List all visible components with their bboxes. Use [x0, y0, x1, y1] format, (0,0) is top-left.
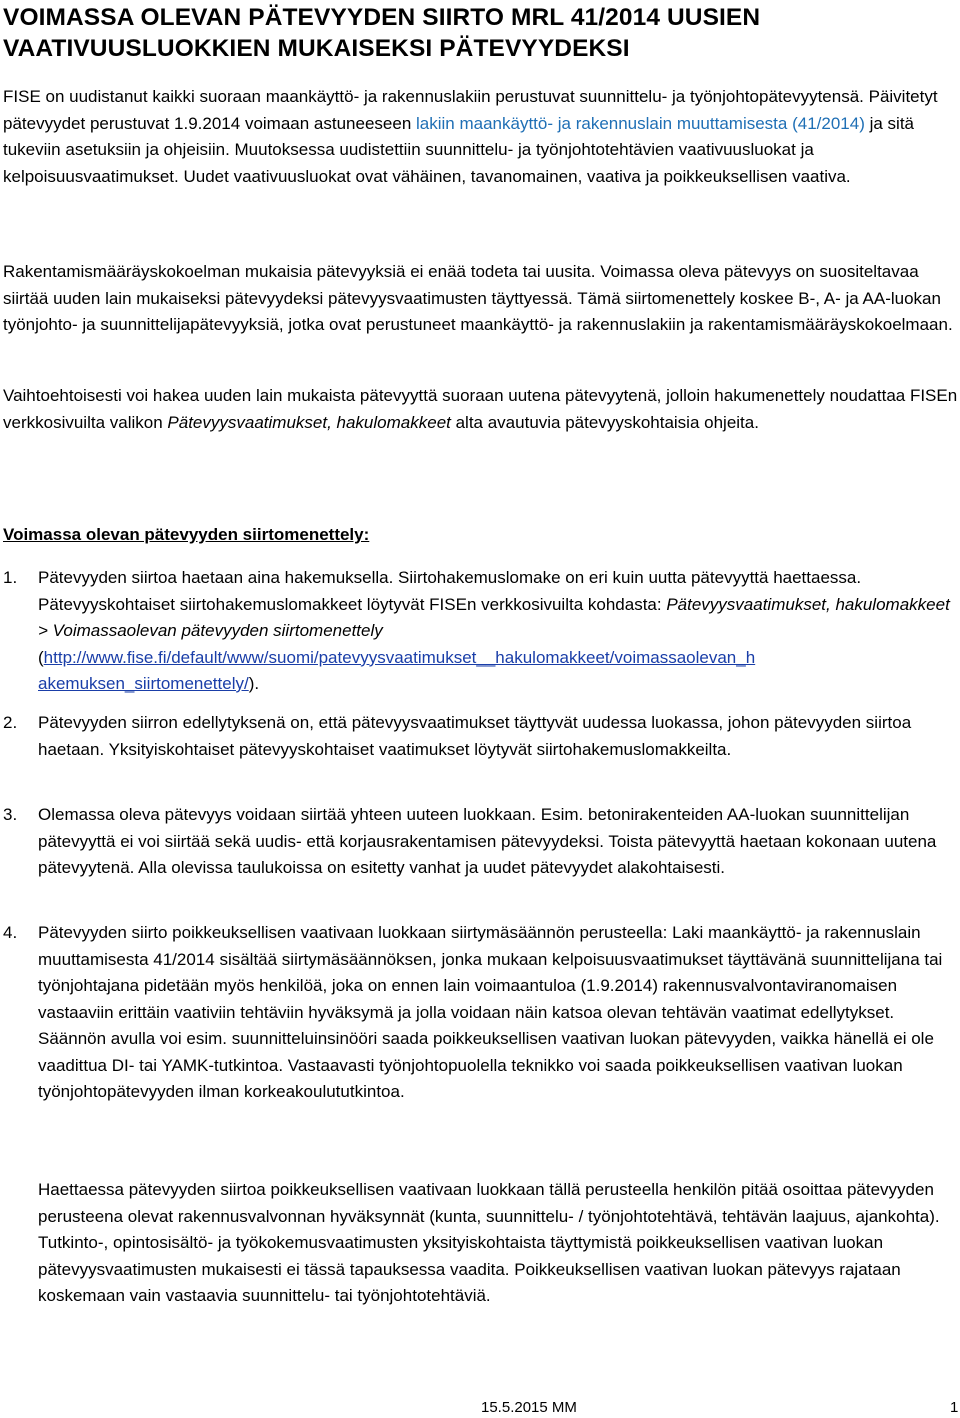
- document-title: [3, 2, 760, 64]
- list-number: 3.: [3, 805, 18, 824]
- alternative-application-paragraph: [3, 383, 958, 436]
- menu-reference: Pätevyysvaatimukset, hakulomakkeet: [167, 412, 451, 432]
- list-number: 1.: [3, 568, 18, 587]
- transfer-recommendation-paragraph: Rakentamismääräyskokoelman mukaisia pätevyyksiä ei enää todeta tai uusita. Voimassa oleva pätevyys on suositeltavaa siirtää uuden lain mukaiseksi pätevyydeksi pätevyysvaatimusten täyttyessä. Tämä siirtomenettely koskee B-, A- ja AA-luokan työnjohto- ja suunnittelijapätevyyksiä, jotka ovat perustuneet maankäyttö- ja rakennuslakiin ja rakentamismääräyskokoelmaan.: [3, 262, 953, 334]
- intro-text-2: ja sitä tukeviin asetuksiin ja ohjeisiin. Muutoksessa uudistettiin suunnittelu- ja työnjohtotehtävien vaativuusluokat ja kelpoisuusvaatimukset. Uudet vaativuusluokat ovat vähäinen, tavanomainen, vaativa ja poikkeuksellisen vaativa.: [3, 113, 914, 186]
- page-number: 1: [950, 1399, 959, 1416]
- item1-tail: ).: [248, 674, 260, 693]
- law-link[interactable]: lakiin maankäyttö- ja rakennuslain muuttamisesta (41/2014): [416, 113, 865, 133]
- list-item-4: [3, 920, 958, 1106]
- list-number: 4.: [3, 923, 18, 942]
- list-number: 2.: [3, 713, 18, 732]
- list-item-4-text: Pätevyyden siirto poikkeuksellisen vaativaan luokkaan siirtymäsäännön perusteella: Laki maankäyttö- ja rakennuslain muuttamisesta 41/2014 sisältää siirtymäsäännöksen, jonka mukaan kelpoisuusvaatimukset täyttävänä suunnittelijana tai työnjohtajana pidetään myös henkilöä, joka on ennen lain voimaantuloa (1.9.2014) rakennusvalvontaviranomaisen vastaaviin erittäin vaativiin tehtäviin hyväksymä ja jolla voidaan näin katsoa olevan tehtävän vaatimat edellytykset. Säännön avulla voi esim. suunnitteluinsinööri saada poikkeuksellisen vaativan luokan pätevyyden, vaikka hänellä ei ole vaadittua DI- tai YAMK-tutkintoa. Vastaavasti työnjohtopuolella teknikko voi saada poikkeuksellisen vaativan luokan työnjohtopätevyyden ilman korkeakoulututkintoa.: [38, 923, 943, 1101]
- title-line-2: VAATIVUUSLUOKKIEN MUKAISEKSI PÄTEVYYDEKSI: [3, 35, 630, 62]
- item1-path: Pätevyysvaatimukset, hakulomakkeet > Voimassaolevan pätevyyden siirtomenettely: [38, 594, 950, 640]
- intro-paragraph: [3, 84, 958, 190]
- transfer-url-line-2[interactable]: akemuksen_siirtomenettely/: [38, 674, 249, 693]
- title-line-1: VOIMASSA OLEVAN PÄTEVYYDEN SIIRTO MRL 41/2014 UUSIEN: [3, 4, 761, 31]
- list-item-1-text: Pätevyyden siirtoa haetaan aina hakemuksella. Siirtohakemuslomake on eri kuin uutta pätevyyttä haettaessa. Pätevyyskohtaiset siirtohakemuslomakkeet löytyvät FISEn verkkosivuilta kohdasta: Pätevyysvaatimukset, hakulomakkeet > Voimassaolevan pätevyyden siirtomenettely (http://www.fise.fi/default/www/suomi/patevyysvaatimukset__hakulomakkeet/voimassaolevan_h akemuksen_siirtomenettely/).: [38, 568, 950, 693]
- list-item-2: [3, 710, 958, 763]
- item1-text: Pätevyyden siirtoa haetaan aina hakemuksella. Siirtohakemuslomake on eri kuin uutta pätevyyttä haettaessa. Pätevyyskohtaiset siirtohakemuslomakkeet löytyvät FISEn verkkosivuilta kohdasta:: [38, 568, 862, 614]
- intro-text-1: FISE on uudistanut kaikki suoraan maankäyttö- ja rakennuslakiin perustuvat suunnittelu- ja työnjohtopätevyytensä. Päivitetyt pätevyydet perustuvat 1.9.2014 voimaan astuneeseen: [3, 87, 938, 133]
- para3-text-2: alta avautuvia pätevyyskohtaisia ohjeita.: [450, 412, 759, 432]
- section-heading: Voimassa olevan pätevyyden siirtomenettely:: [3, 525, 370, 544]
- list-item-3-text: Olemassa oleva pätevyys voidaan siirtää yhteen uuteen luokkaan. Esim. betonirakenteiden AA-luokan suunnittelijan pätevyyttä ei voi siirtää sekä uudis- että korjausrakentamisen pätevyydeksi. Toista pätevyyttä haetaan kokonaan uutena pätevyytenä. Alla olevissa taulukoissa on esitetty vanhat ja uudet pätevyydet alakohtaisesti.: [38, 805, 937, 877]
- list-item-3: [3, 802, 958, 882]
- footer-date: 15.5.2015 MM: [481, 1399, 577, 1416]
- list-item-1: [3, 565, 958, 698]
- list-item-4-continuation: Haettaessa pätevyyden siirtoa poikkeuksellisen vaativaan luokkaan tällä perusteella henkilön pitää osoittaa pätevyyden perusteena olevat rakennusvalvonnan hyväksynnät (kunta, suunnittelu- / työnjohtotehtävä, tehtävän laajuus, ajankohta). Tutkinto-, opintosisältö- ja työkokemusvaatimusten yksityiskohtaista täyttymistä poikkeuksellisen vaativan luokan pätevyysvaatimusten mukaisesti ei tässä tapauksessa vaadita. Poikkeuksellisen vaativan luokan pätevyys rajataan koskemaan vain vastaavia suunnittelu- tai työnjohtotehtäviä.: [38, 1180, 940, 1305]
- transfer-url-line-1[interactable]: http://www.fise.fi/default/www/suomi/patevyysvaatimukset__hakulomakkeet/voimassaolevan_h: [43, 647, 756, 667]
- list-item-2-text: Pätevyyden siirron edellytyksenä on, että pätevyysvaatimukset täyttyvät uudessa luokassa, johon pätevyyden siirtoa haetaan. Yksityiskohtaiset pätevyyskohtaiset vaatimukset löytyvät siirtohakemuslomakkeilta.: [38, 713, 912, 759]
- para3-text-1: Vaihtoehtoisesti voi hakea uuden lain mukaista pätevyyttä suoraan uutena pätevyytenä, jolloin hakumenettely noudattaa FISEn verkkosivuilta valikon: [3, 386, 958, 432]
